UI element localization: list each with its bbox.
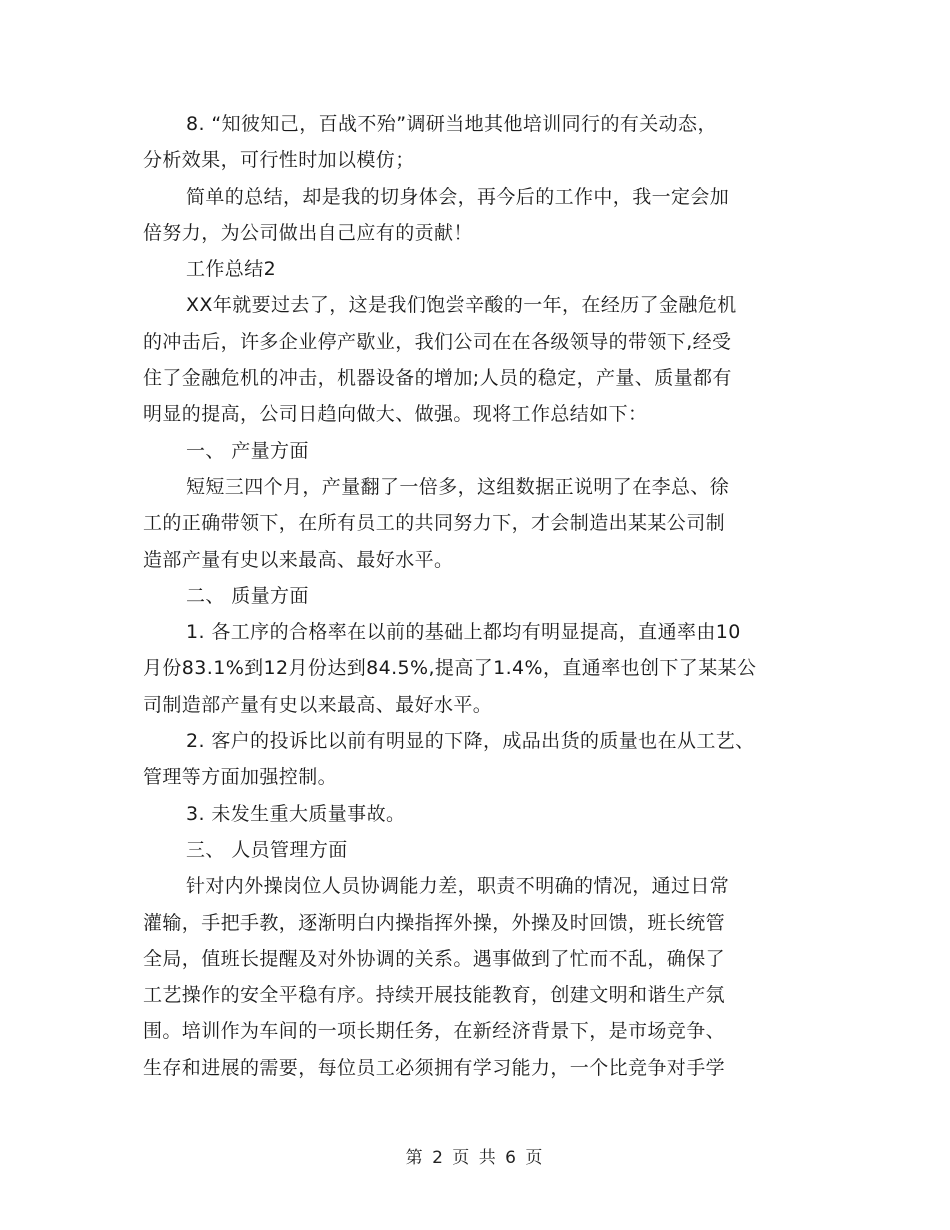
text-line: 司制造部产量有史以来最高、最好水平。	[143, 693, 493, 716]
document-body	[143, 106, 823, 1086]
text-line: 生存和进展的需要，每位员工必须拥有学习能力，一个比竞争对手学	[143, 1056, 726, 1079]
text-line: 分析效果，可行性时加以模仿；	[143, 149, 415, 172]
text-line: 管理等方面加强控制。	[143, 766, 338, 789]
text-line: 工的正确带领下，在所有员工的共同努力下，才会制造出某某公司制	[143, 512, 726, 535]
text-line: 灌输，手把手教，逐渐明白内操指挥外操，外操及时回馈，班长统管	[143, 911, 726, 934]
text-line: 工艺操作的安全平稳有序。持续开展技能教育，创建文明和谐生产氛	[143, 984, 726, 1007]
text-line: 针对内外操岗位人员协调能力差，职责不明确的情况，通过日常	[186, 875, 730, 898]
text-line: 2. 客户的投诉比以前有明显的下降，成品出货的质量也在从工艺、	[186, 730, 755, 753]
text-line: 造部产量有史以来最高、最好水平。	[143, 548, 454, 571]
text-line: XX年就要过去了，这是我们饱尝辛酸的一年，在经历了金融危机	[186, 294, 737, 317]
text-line: 围。培训作为车间的一项长期任务，在新经济背景下，是市场竞争、	[143, 1020, 726, 1043]
section-heading: 二、 质量方面	[186, 584, 309, 607]
text-line: 简单的总结，却是我的切身体会，再今后的工作中，我一定会加	[186, 185, 730, 208]
text-line: 短短三四个月，产量翻了一倍多，这组数据正说明了在李总、徐	[186, 475, 730, 498]
text-line: 月份83.1%到12月份达到84.5%,提高了1.4%，直通率也创下了某某公	[143, 657, 757, 680]
text-line: 倍努力，为公司做出自己应有的贡献！	[143, 221, 473, 244]
section-heading: 一、 产量方面	[186, 439, 309, 462]
page-number-footer: 第 2 页 共 6 页	[405, 1148, 545, 1168]
text-line: 8. “知彼知己，百战不殆”调研当地其他培训同行的有关动态，	[186, 113, 717, 135]
text-line: 1. 各工序的合格率在以前的基础上都均有明显提高，直通率由10	[186, 621, 741, 644]
text-line: 的冲击后，许多企业停产歇业，我们公司在在各级领导的带领下,经受	[143, 330, 732, 353]
text-line: 全局，值班长提醒及对外协调的关系。遇事做到了忙而不乱，确保了	[143, 947, 726, 970]
section-heading: 工作总结2	[186, 258, 277, 281]
section-heading: 三、 人员管理方面	[186, 838, 348, 861]
text-line: 3. 未发生重大质量事故。	[186, 802, 406, 825]
text-line: 明显的提高，公司日趋向做大、做强。现将工作总结如下：	[143, 403, 648, 426]
text-line: 住了金融危机的冲击，机器设备的增加;人员的稳定，产量、质量都有	[143, 367, 732, 390]
